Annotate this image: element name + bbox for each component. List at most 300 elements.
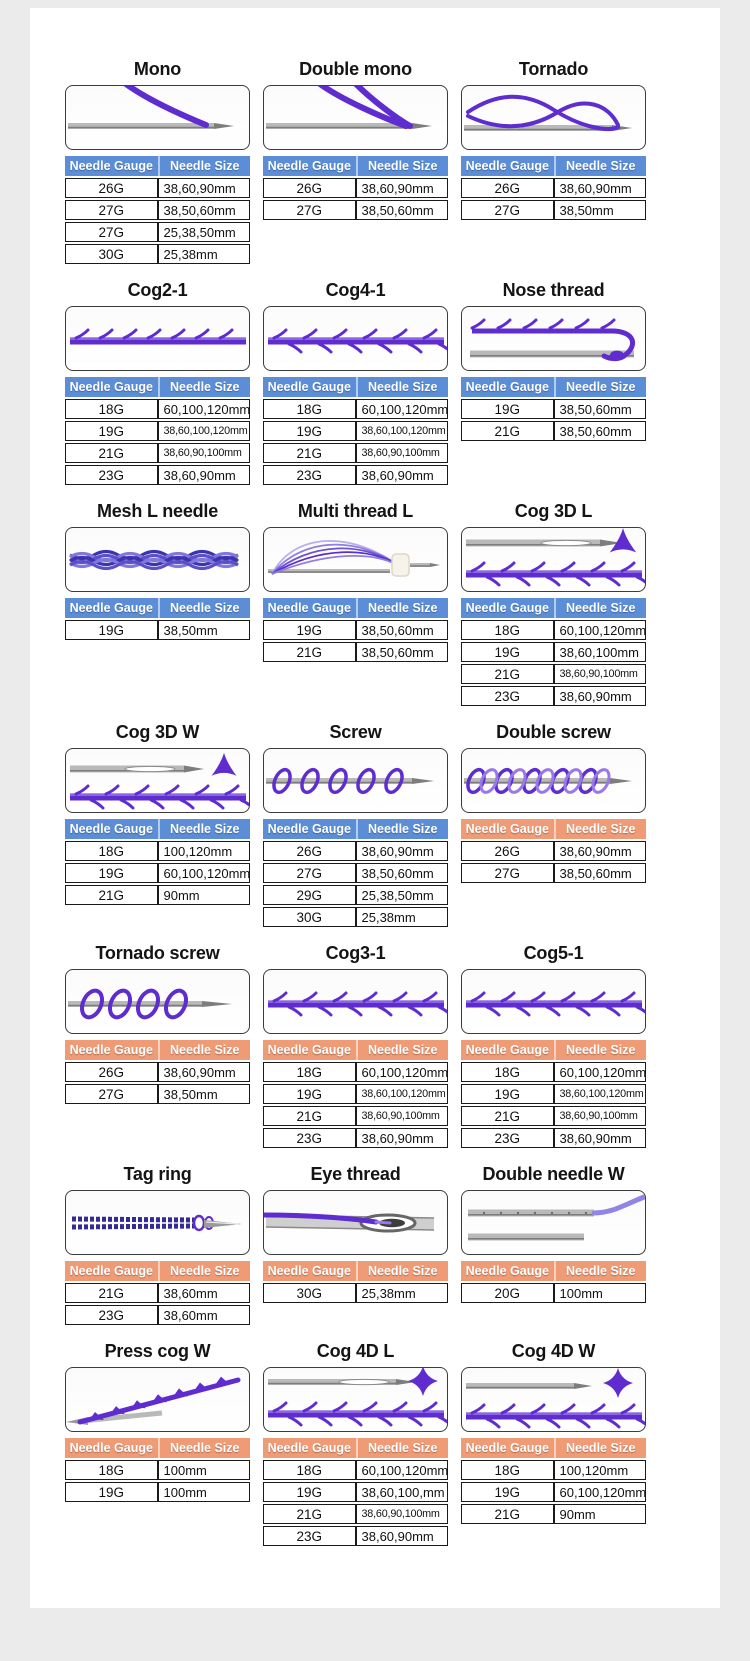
gauge-cell: 29G: [263, 885, 356, 905]
size-cell: 25,38mm: [356, 1283, 449, 1303]
needle-table-row: [461, 863, 646, 883]
product-title: Tornado screw: [95, 943, 220, 963]
cog-barb-up-thread-illustration: [66, 307, 249, 370]
cog-3d-l-thread-illustration: [462, 528, 645, 591]
size-cell: 60,100,120mm: [356, 399, 449, 419]
needle-table: [461, 1038, 646, 1150]
needle-table-body: [65, 841, 250, 905]
size-cell: 25,38mm: [356, 907, 449, 927]
needle-table-row: [263, 841, 448, 861]
size-cell: 25,38mm: [158, 244, 251, 264]
product-image: [461, 1190, 646, 1255]
size-cell: 100mm: [554, 1283, 647, 1303]
multi-thread-illustration: [264, 528, 447, 591]
gauge-cell: 21G: [65, 443, 158, 463]
needle-table-row: [65, 421, 250, 441]
product-card: [65, 58, 250, 266]
gauge-cell: 21G: [461, 1504, 554, 1524]
needle-gauge-header: Needle Gauge: [65, 1040, 158, 1060]
needle-size-header: Needle Size: [554, 377, 647, 397]
gauge-cell: 19G: [65, 620, 158, 640]
size-cell: 25,38,50mm: [158, 222, 251, 242]
needle-table: [65, 1038, 250, 1106]
needle-table-row: [461, 178, 646, 198]
size-cell: 38,60,90,100mm: [554, 1106, 647, 1126]
nose-thread-illustration: [462, 307, 645, 370]
product-card: [461, 942, 646, 1150]
needle-table-row: [263, 1283, 448, 1303]
needle-table: [461, 154, 646, 222]
needle-table-row: [65, 1305, 250, 1325]
needle-gauge-header: Needle Gauge: [65, 1261, 158, 1281]
needle-gauge-header: Needle Gauge: [65, 598, 158, 618]
product-card: [65, 1163, 250, 1327]
size-cell: 38,60mm: [158, 1283, 251, 1303]
eye-thread-illustration: [264, 1191, 447, 1254]
needle-size-header: Needle Size: [158, 598, 251, 618]
needle-table-row: [65, 1062, 250, 1082]
product-image: [65, 85, 250, 150]
gauge-cell: 23G: [461, 686, 554, 706]
needle-gauge-header: Needle Gauge: [263, 156, 356, 176]
size-cell: 38,50,60mm: [356, 200, 449, 220]
needle-table-body: [65, 620, 250, 640]
size-cell: 60,100,120mm: [554, 620, 647, 640]
gauge-cell: 27G: [65, 1084, 158, 1104]
needle-table-row: [263, 421, 448, 441]
needle-gauge-header: Needle Gauge: [65, 819, 158, 839]
cog-4d-l-thread-illustration: [264, 1368, 447, 1431]
needle-table-body: [65, 1283, 250, 1325]
needle-table-row: [65, 1460, 250, 1480]
needle-table: [65, 154, 250, 266]
needle-table-row: [263, 1106, 448, 1126]
size-cell: 38,60,100,120mm: [554, 1084, 647, 1104]
size-cell: 38,60,100,120mm: [356, 421, 449, 441]
needle-size-header: Needle Size: [356, 598, 449, 618]
needle-table-body: [461, 178, 646, 220]
gauge-cell: 30G: [263, 1283, 356, 1303]
size-cell: 38,50,60mm: [554, 863, 647, 883]
needle-table-row: [263, 200, 448, 220]
needle-table: [461, 375, 646, 443]
needle-table-body: [461, 1062, 646, 1148]
product-card: [461, 58, 646, 222]
product-card: [65, 942, 250, 1106]
size-cell: 38,50,60mm: [356, 863, 449, 883]
needle-table: [263, 596, 448, 664]
needle-size-header: Needle Size: [158, 1040, 251, 1060]
needle-table-body: [65, 1460, 250, 1502]
needle-gauge-header: Needle Gauge: [263, 1261, 356, 1281]
gauge-cell: 18G: [461, 1062, 554, 1082]
needle-table-body: [65, 1062, 250, 1104]
needle-table-row: [461, 399, 646, 419]
size-cell: 38,60,90mm: [356, 1526, 449, 1546]
needle-table-row: [65, 443, 250, 463]
gauge-cell: 21G: [263, 1504, 356, 1524]
product-title: Cog 3D W: [115, 722, 200, 742]
product-image: [461, 969, 646, 1034]
gauge-cell: 21G: [263, 1106, 356, 1126]
gauge-cell: 21G: [65, 885, 158, 905]
product-card: [263, 500, 448, 664]
needle-table-row: [263, 1084, 448, 1104]
size-cell: 38,50mm: [158, 620, 251, 640]
tornado-thread-illustration: [462, 86, 645, 149]
gauge-cell: 21G: [461, 664, 554, 684]
product-title: Nose thread: [502, 280, 605, 300]
catalog-sheet: [30, 8, 720, 1608]
size-cell: 100mm: [158, 1460, 251, 1480]
needle-table-body: [263, 841, 448, 927]
needle-table-row: [263, 443, 448, 463]
needle-table: [65, 596, 250, 642]
size-cell: 38,60,90mm: [554, 841, 647, 861]
needle-size-header: Needle Size: [356, 156, 449, 176]
size-cell: 60,100,120mm: [158, 863, 251, 883]
size-cell: 38,60,90,100mm: [158, 443, 251, 463]
needle-table-row: [263, 178, 448, 198]
product-card: [461, 1163, 646, 1305]
product-image: [263, 969, 448, 1034]
needle-table-row: [263, 1482, 448, 1502]
needle-table: [65, 817, 250, 907]
catalog-grid: [30, 8, 720, 1548]
gauge-cell: 27G: [65, 200, 158, 220]
product-image: [263, 527, 448, 592]
screw-thread-illustration: [264, 749, 447, 812]
size-cell: 38,60,90mm: [356, 841, 449, 861]
needle-size-header: Needle Size: [158, 377, 251, 397]
needle-table: [461, 817, 646, 885]
gauge-cell: 19G: [461, 399, 554, 419]
gauge-cell: 19G: [263, 421, 356, 441]
needle-size-header: Needle Size: [554, 1438, 647, 1458]
needle-table-row: [461, 841, 646, 861]
product-image: [65, 306, 250, 371]
product-title: Mesh L needle: [96, 501, 219, 521]
needle-table-body: [461, 620, 646, 706]
product-card: [263, 942, 448, 1150]
double-needle-thread-illustration: [462, 1191, 645, 1254]
needle-table-body: [461, 1283, 646, 1303]
product-image: [263, 85, 448, 150]
needle-table-row: [263, 642, 448, 662]
gauge-cell: 19G: [65, 863, 158, 883]
product-title: Double needle W: [482, 1164, 625, 1184]
product-image: [461, 1367, 646, 1432]
product-card: [461, 500, 646, 708]
product-image: [65, 969, 250, 1034]
size-cell: 38,60,90mm: [158, 178, 251, 198]
size-cell: 38,50,60mm: [554, 399, 647, 419]
needle-size-header: Needle Size: [356, 1261, 449, 1281]
needle-size-header: Needle Size: [554, 1040, 647, 1060]
needle-gauge-header: Needle Gauge: [263, 819, 356, 839]
cog-3d-w-thread-illustration: [66, 749, 249, 812]
size-cell: 60,100,120mm: [158, 399, 251, 419]
needle-table-row: [461, 642, 646, 662]
product-card: [263, 58, 448, 222]
needle-table-row: [461, 1482, 646, 1502]
gauge-cell: 26G: [461, 841, 554, 861]
needle-table-row: [461, 686, 646, 706]
product-title: Double mono: [299, 59, 412, 79]
needle-table-row: [263, 1062, 448, 1082]
gauge-cell: 19G: [461, 1084, 554, 1104]
size-cell: 38,60,90mm: [554, 686, 647, 706]
needle-size-header: Needle Size: [158, 1438, 251, 1458]
gauge-cell: 19G: [65, 1482, 158, 1502]
product-card: [263, 1163, 448, 1305]
needle-table-body: [263, 620, 448, 662]
needle-table-row: [461, 1062, 646, 1082]
product-title: Cog3-1: [325, 943, 386, 963]
needle-size-header: Needle Size: [158, 819, 251, 839]
gauge-cell: 27G: [461, 863, 554, 883]
size-cell: 38,60,100,120mm: [356, 1084, 449, 1104]
size-cell: 60,100,120mm: [356, 1062, 449, 1082]
press-cog-thread-illustration: [66, 1368, 249, 1431]
needle-size-header: Needle Size: [356, 1438, 449, 1458]
needle-table-row: [461, 620, 646, 640]
needle-table-row: [461, 1460, 646, 1480]
needle-table-row: [65, 1482, 250, 1502]
needle-size-header: Needle Size: [356, 1040, 449, 1060]
needle-gauge-header: Needle Gauge: [263, 1040, 356, 1060]
needle-table-row: [263, 885, 448, 905]
needle-table-row: [461, 1504, 646, 1524]
needle-gauge-header: Needle Gauge: [65, 377, 158, 397]
needle-table-row: [65, 465, 250, 485]
gauge-cell: 19G: [461, 642, 554, 662]
needle-table: [263, 1436, 448, 1548]
needle-size-header: Needle Size: [158, 1261, 251, 1281]
needle-table-row: [461, 421, 646, 441]
product-title: Eye thread: [310, 1164, 401, 1184]
product-card: [461, 279, 646, 443]
needle-table: [461, 1259, 646, 1305]
product-title: Double screw: [496, 722, 611, 742]
product-image: [461, 85, 646, 150]
needle-table-row: [461, 200, 646, 220]
gauge-cell: 21G: [461, 421, 554, 441]
size-cell: 38,50mm: [158, 1084, 251, 1104]
needle-gauge-header: Needle Gauge: [461, 377, 554, 397]
product-image: [65, 748, 250, 813]
product-image: [461, 748, 646, 813]
product-title: Cog 4D L: [316, 1341, 395, 1361]
needle-table-row: [65, 863, 250, 883]
needle-size-header: Needle Size: [554, 1261, 647, 1281]
gauge-cell: 30G: [65, 244, 158, 264]
gauge-cell: 26G: [263, 178, 356, 198]
size-cell: 60,100,120mm: [356, 1460, 449, 1480]
needle-table-row: [65, 178, 250, 198]
product-title: Mono: [133, 59, 182, 79]
size-cell: 38,60,90mm: [158, 465, 251, 485]
cog-4d-w-thread-illustration: [462, 1368, 645, 1431]
needle-table-row: [461, 1128, 646, 1148]
gauge-cell: 18G: [263, 399, 356, 419]
needle-gauge-header: Needle Gauge: [263, 598, 356, 618]
needle-table: [65, 375, 250, 487]
size-cell: 38,60,90mm: [554, 178, 647, 198]
gauge-cell: 27G: [65, 222, 158, 242]
needle-table-row: [263, 465, 448, 485]
needle-table: [263, 154, 448, 222]
size-cell: 38,60,90,100mm: [356, 1504, 449, 1524]
needle-table: [263, 817, 448, 929]
needle-table-row: [65, 885, 250, 905]
gauge-cell: 27G: [263, 200, 356, 220]
needle-table-body: [65, 399, 250, 485]
needle-table-row: [263, 1504, 448, 1524]
needle-gauge-header: Needle Gauge: [263, 377, 356, 397]
double-mono-thread-illustration: [264, 86, 447, 149]
needle-table-row: [461, 1084, 646, 1104]
product-image: [65, 527, 250, 592]
product-card: [65, 1340, 250, 1504]
gauge-cell: 18G: [461, 620, 554, 640]
gauge-cell: 23G: [461, 1128, 554, 1148]
size-cell: 38,60,100,mm: [356, 1482, 449, 1502]
size-cell: 38,60,100mm: [554, 642, 647, 662]
needle-table-row: [65, 841, 250, 861]
needle-table-body: [263, 1460, 448, 1546]
needle-size-header: Needle Size: [554, 598, 647, 618]
gauge-cell: 18G: [65, 399, 158, 419]
gauge-cell: 19G: [263, 1482, 356, 1502]
needle-table-row: [263, 907, 448, 927]
needle-gauge-header: Needle Gauge: [461, 819, 554, 839]
product-card: [65, 500, 250, 642]
needle-table-body: [263, 1283, 448, 1303]
needle-table-row: [65, 620, 250, 640]
gauge-cell: 23G: [65, 1305, 158, 1325]
gauge-cell: 23G: [263, 1526, 356, 1546]
gauge-cell: 18G: [65, 1460, 158, 1480]
needle-table-row: [65, 1084, 250, 1104]
size-cell: 60,100,120mm: [554, 1482, 647, 1502]
needle-table-body: [65, 178, 250, 264]
needle-gauge-header: Needle Gauge: [461, 1040, 554, 1060]
gauge-cell: 26G: [65, 1062, 158, 1082]
needle-table-row: [263, 1460, 448, 1480]
needle-gauge-header: Needle Gauge: [461, 1438, 554, 1458]
double-screw-thread-illustration: [462, 749, 645, 812]
needle-table: [263, 375, 448, 487]
needle-table-row: [65, 244, 250, 264]
size-cell: 60,100,120mm: [554, 1062, 647, 1082]
gauge-cell: 30G: [263, 907, 356, 927]
cog-barb-both-thread-illustration: [462, 970, 645, 1033]
needle-table: [461, 1436, 646, 1526]
product-card: [263, 721, 448, 929]
product-image: [65, 1190, 250, 1255]
gauge-cell: 20G: [461, 1283, 554, 1303]
needle-size-header: Needle Size: [158, 156, 251, 176]
needle-table-body: [263, 178, 448, 220]
size-cell: 38,60,90,100mm: [356, 1106, 449, 1126]
gauge-cell: 19G: [263, 1084, 356, 1104]
gauge-cell: 27G: [263, 863, 356, 883]
gauge-cell: 18G: [461, 1460, 554, 1480]
needle-table-body: [461, 1460, 646, 1524]
product-card: [461, 1340, 646, 1526]
gauge-cell: 19G: [263, 620, 356, 640]
needle-table-body: [263, 1062, 448, 1148]
needle-table-row: [65, 222, 250, 242]
needle-table-row: [263, 620, 448, 640]
size-cell: 90mm: [554, 1504, 647, 1524]
product-image: [461, 306, 646, 371]
needle-table-row: [461, 664, 646, 684]
gauge-cell: 18G: [65, 841, 158, 861]
needle-table-row: [263, 1128, 448, 1148]
product-image: [461, 527, 646, 592]
gauge-cell: 27G: [461, 200, 554, 220]
size-cell: 100,120mm: [158, 841, 251, 861]
needle-gauge-header: Needle Gauge: [461, 156, 554, 176]
gauge-cell: 26G: [263, 841, 356, 861]
product-card: [65, 279, 250, 487]
size-cell: 38,60,90mm: [158, 1062, 251, 1082]
size-cell: 38,60,90mm: [356, 1128, 449, 1148]
needle-table: [65, 1259, 250, 1327]
cog-barb-both-thread-illustration: [264, 307, 447, 370]
gauge-cell: 21G: [263, 443, 356, 463]
product-title: Cog5-1: [523, 943, 584, 963]
gauge-cell: 21G: [263, 642, 356, 662]
size-cell: 38,60,90,100mm: [554, 664, 647, 684]
size-cell: 38,50mm: [554, 200, 647, 220]
gauge-cell: 23G: [263, 1128, 356, 1148]
cog-barb-both-thread-illustration: [264, 970, 447, 1033]
mesh-thread-illustration: [66, 528, 249, 591]
needle-table-row: [461, 1283, 646, 1303]
needle-table-body: [263, 399, 448, 485]
size-cell: 100,120mm: [554, 1460, 647, 1480]
needle-table-row: [263, 863, 448, 883]
product-title: Tornado: [518, 59, 589, 79]
needle-table-row: [65, 1283, 250, 1303]
needle-gauge-header: Needle Gauge: [461, 1261, 554, 1281]
gauge-cell: 21G: [461, 1106, 554, 1126]
needle-table-row: [263, 1526, 448, 1546]
size-cell: 38,50,60mm: [158, 200, 251, 220]
needle-size-header: Needle Size: [356, 377, 449, 397]
size-cell: 38,50,60mm: [554, 421, 647, 441]
product-card: [263, 1340, 448, 1548]
gauge-cell: 18G: [263, 1460, 356, 1480]
needle-size-header: Needle Size: [356, 819, 449, 839]
tornado-screw-thread-illustration: [66, 970, 249, 1033]
product-card: [263, 279, 448, 487]
product-image: [263, 748, 448, 813]
needle-gauge-header: Needle Gauge: [461, 598, 554, 618]
product-title: Cog4-1: [325, 280, 386, 300]
needle-table: [65, 1436, 250, 1504]
size-cell: 38,60,90mm: [356, 465, 449, 485]
needle-gauge-header: Needle Gauge: [263, 1438, 356, 1458]
needle-table-body: [461, 841, 646, 883]
size-cell: 38,60,90mm: [554, 1128, 647, 1148]
needle-table-row: [65, 200, 250, 220]
product-card: [65, 721, 250, 907]
size-cell: 38,50,60mm: [356, 642, 449, 662]
